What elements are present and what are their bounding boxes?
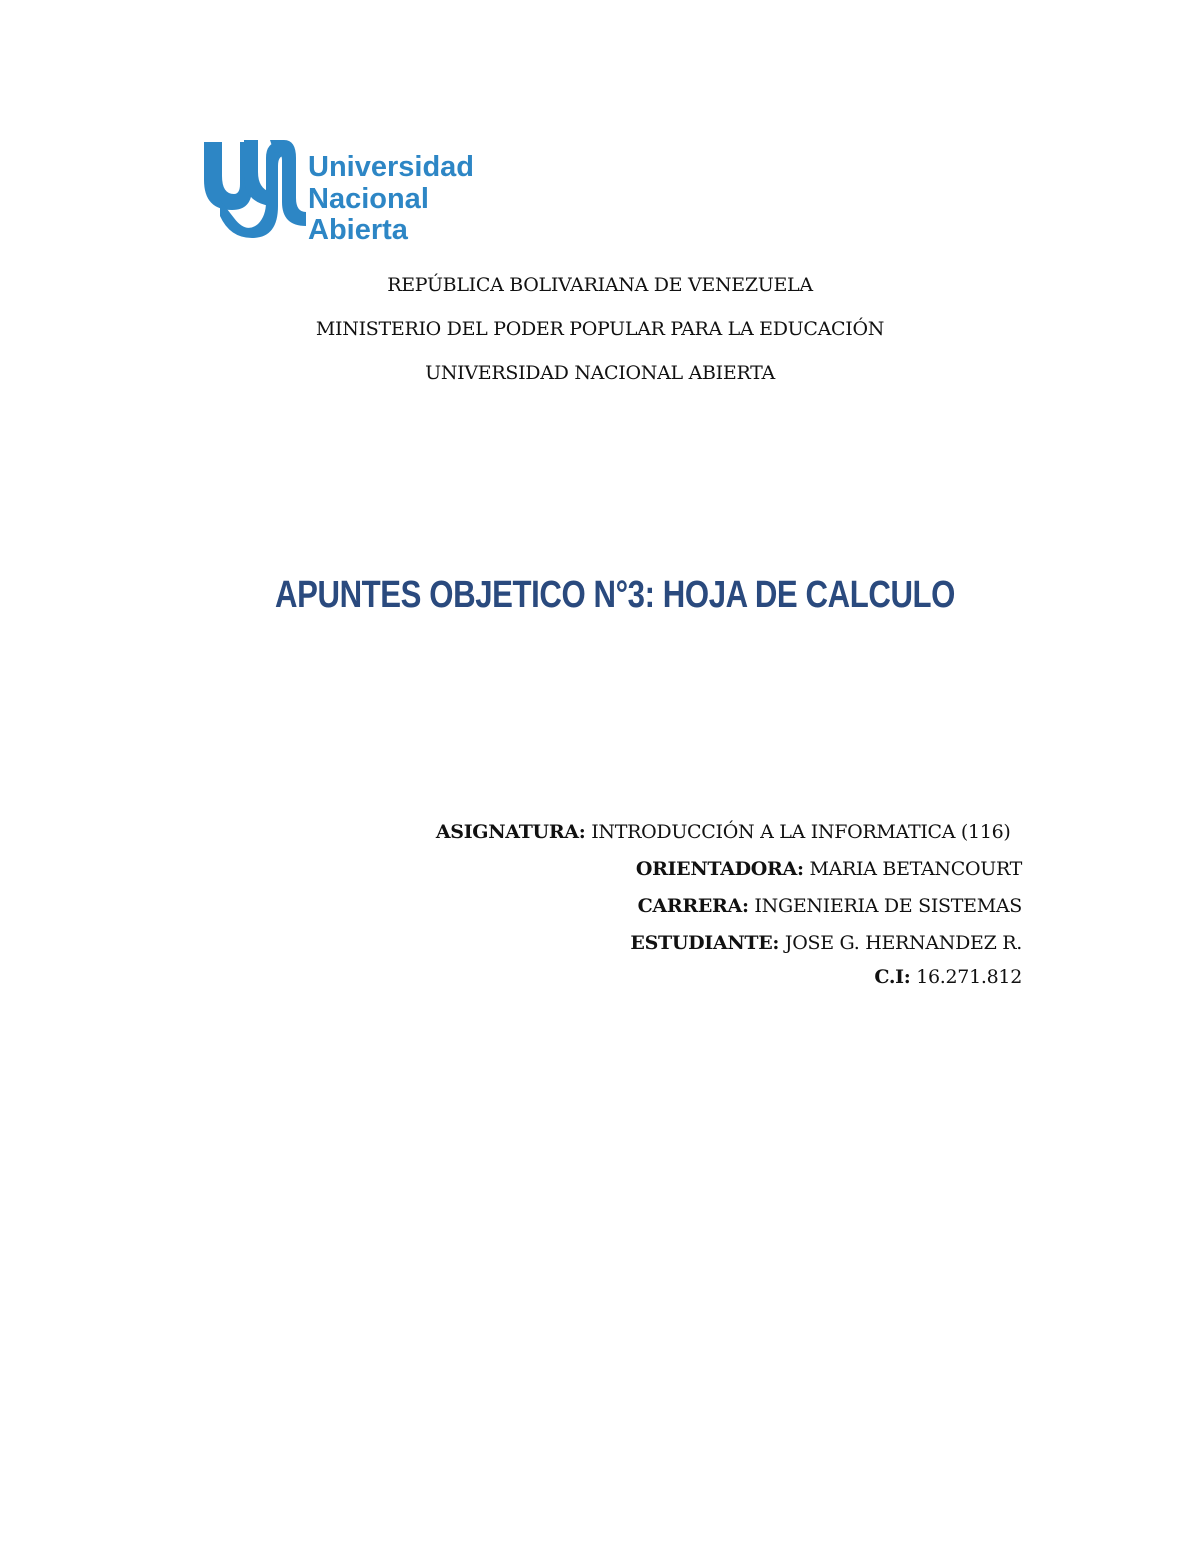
info-row-orientadora: [222, 854, 1022, 891]
ci-value: 16.271.812: [916, 966, 1022, 988]
carrera-value: INGENIERIA DE SISTEMAS: [754, 895, 1022, 917]
document-title: APUNTES OBJETICO N°3: HOJA DE CALCULO: [275, 574, 955, 616]
orientadora-label: ORIENTADORA:: [635, 858, 804, 880]
estudiante-label: ESTUDIANTE:: [630, 932, 780, 954]
info-row-estudiante: [222, 928, 1022, 965]
ci-label: C.I:: [874, 966, 911, 988]
carrera-label: CARRERA:: [637, 895, 749, 917]
header-republic: REPÚBLICA BOLIVARIANA DE VENEZUELA: [387, 274, 813, 296]
estudiante-value: JOSE G. HERNANDEZ R.: [784, 932, 1022, 954]
info-row-asignatura: [222, 817, 1022, 854]
university-logo: [200, 136, 500, 244]
asignatura-label: ASIGNATURA:: [435, 821, 586, 843]
logo-line-3: Abierta: [308, 214, 408, 244]
institution-header: [0, 270, 1200, 402]
header-university: UNIVERSIDAD NACIONAL ABIERTA: [425, 362, 775, 384]
header-ministry: MINISTERIO DEL PODER POPULAR PARA LA EDUCACIÓN: [315, 318, 885, 340]
orientadora-value: MARIA BETANCOURT: [809, 858, 1022, 880]
info-row-carrera: [222, 891, 1022, 928]
logo-line-2: Nacional: [308, 183, 429, 215]
student-info-block: [222, 817, 1022, 995]
una-emblem-icon: [200, 136, 500, 244]
logo-line-1: Universidad: [308, 151, 474, 183]
info-row-ci: [222, 965, 1022, 995]
asignatura-value: INTRODUCCIÓN A LA INFORMATICA (116): [591, 821, 1011, 843]
